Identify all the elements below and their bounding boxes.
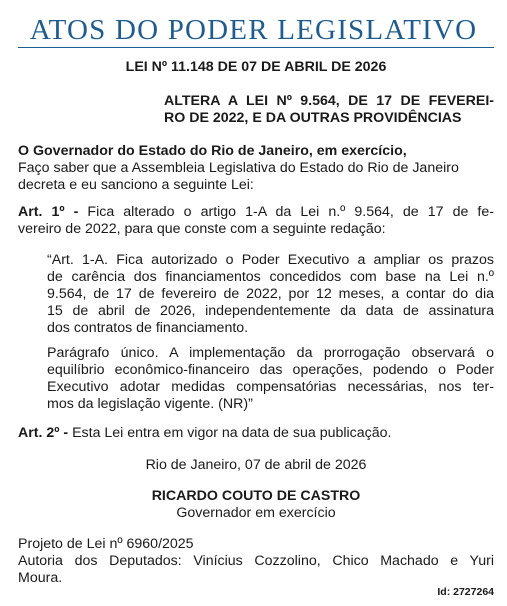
ementa-line-1: ALTERA A LEI Nº 9.564, DE 17 DE FEVEREI- <box>164 93 494 109</box>
article-1-text: Fica alterado o artigo 1-A da Lei n.º 9.564, de 17 de fe- <box>78 204 494 220</box>
signature-block <box>18 488 494 522</box>
article-1 <box>18 204 494 238</box>
preamble-line-1: O Governador do Estado do Rio de Janeiro, em exercício, <box>18 143 407 159</box>
law-ementa <box>164 93 494 127</box>
quote-p1-line-3: 9.564, de 17 de fevereiro de 2022, por 12 meses, a contar do dia <box>47 285 494 302</box>
article-2 <box>18 425 494 442</box>
quoted-article-paragraph <box>47 252 494 337</box>
article-1-label: Art. 1º - <box>18 204 79 220</box>
ementa-line-2: RO DE 2022, E DA OUTRAS PROVIDÊNCIAS <box>164 109 462 126</box>
quote-p2-line-1: Parágrafo único. A implementação da prorrogação observará o <box>47 345 494 361</box>
preamble <box>18 143 494 194</box>
article-2-label: Art. 2º - <box>18 425 69 441</box>
quote-p2-line-3: Executivo adotar medidas compensatórias necessárias, nos ter- <box>47 378 494 395</box>
publication-id-text: Id: 2727264 <box>437 586 494 598</box>
quote-p1-line-4: 15 de abril de 2026, independentemente da data de assinatura <box>47 302 494 319</box>
authors-line-2: Moura. <box>18 569 63 586</box>
article-2-text: Esta Lei entra em vigor na data de sua publicação. <box>68 425 392 441</box>
publication-id <box>18 584 494 601</box>
quote-p1-line-1: “Art. 1-A. Fica autorizado o Poder Executivo a ampliar os prazos <box>47 252 494 268</box>
quote-p2-line-2: equilíbrio econômico-financeiro das operações, podendo o Poder <box>47 361 494 378</box>
quote-p1-line-2: de carência dos financiamentos concedidos com base na Lei n.º <box>47 268 494 285</box>
signer-role: Governador em exercício <box>176 504 336 521</box>
quote-p2-line-4: mos da legislação vigente. (NR)” <box>47 395 253 412</box>
quote-p1-line-5: dos contratos de financiamento. <box>47 319 249 336</box>
signer-name: RICARDO COUTO DE CASTRO <box>151 488 361 504</box>
bill-reference <box>18 536 494 587</box>
article-1-line-2: vereiro de 2022, para que conste com a seguinte redação: <box>18 220 386 237</box>
law-title-text: LEI Nº 11.148 DE 07 DE ABRIL DE 2026 <box>125 59 387 75</box>
authors-line-1: Autoria dos Deputados: Vinícius Cozzolino, Chico Machado e Yuri <box>18 552 494 569</box>
place-date-text: Rio de Janeiro, 07 de abril de 2026 <box>145 457 367 473</box>
banner-divider <box>18 47 494 48</box>
preamble-line-3: decreta e eu sanciono a seguinte Lei: <box>18 176 254 193</box>
place-date <box>18 457 494 474</box>
article-1-line-1 <box>18 204 494 221</box>
bill-number: Projeto de Lei nº 6960/2025 <box>18 536 194 552</box>
quoted-single-paragraph <box>47 345 494 413</box>
section-banner-title: ATOS DO PODER LEGISLATIVO <box>29 14 478 46</box>
law-title <box>18 59 494 76</box>
preamble-line-2: Faço saber que a Assembleia Legislativa do Estado do Rio de Janeiro <box>18 159 459 176</box>
